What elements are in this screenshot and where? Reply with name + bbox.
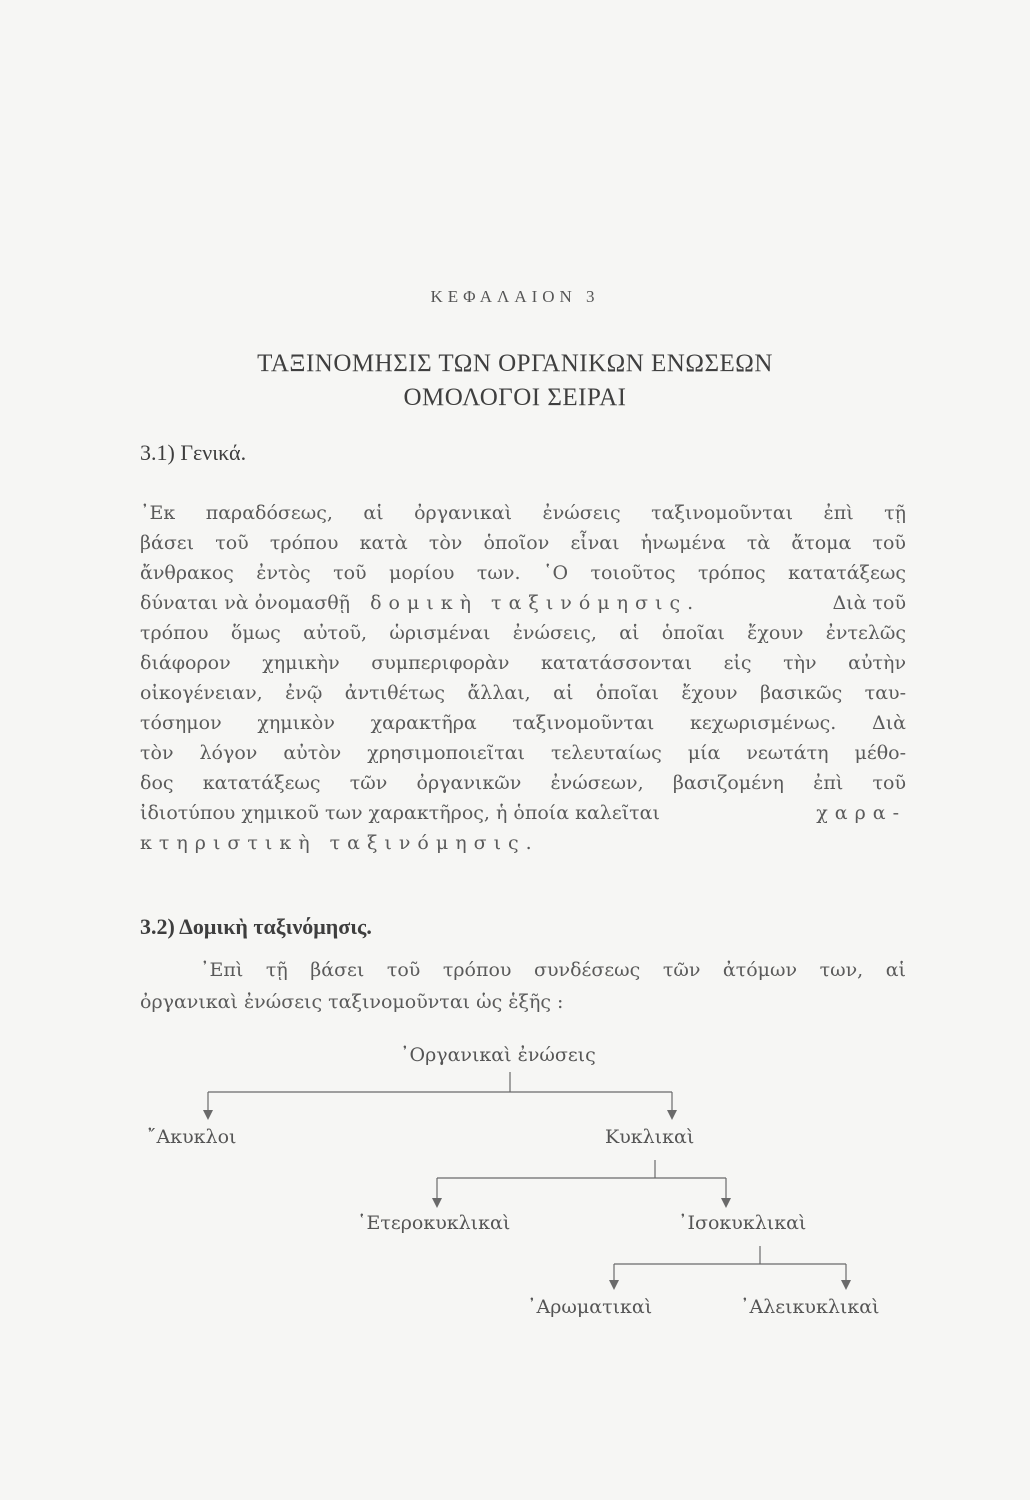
text-line: βάσει τοῦ τρόπου κατὰ τὸν ὁποῖον εἶναι ἡνωμένα τὰ ἄτομα τοῦ [140,532,906,554]
text-line: τρόπου ὅμως αὐτοῦ, ὡρισμέναι ἐνώσεις, αἱ ὁποῖαι ἔχουν ἐντελῶς [140,622,906,644]
section-heading-structural: 3.2) Δομικὴ ταξινόμησις. [140,914,372,939]
text-line: δος κατατάξεως τῶν ὀργανικῶν ἐνώσεων, βασιζομένη ἐπὶ τοῦ [140,772,906,794]
arrow-down-icon [432,1198,442,1208]
text-line: ᾿Εκ παραδόσεως, αἱ ὀργανικαὶ ἐνώσεις ταξινομοῦνται ἐπὶ τῇ [140,502,906,524]
text-line: διάφορον χημικὴν συμπεριφορὰν κατατάσσονται εἰς τὴν αὐτὴν [140,652,906,674]
chapter-title-line-2: ΟΜΟΛΟΓΟΙ ΣΕΙΡΑΙ [403,384,627,411]
chapter-label: ΚΕΦΑΛΑΙΟΝ 3 [430,287,600,306]
section-heading-general: 3.1) Γενικά. [140,440,247,465]
tree-node-cyclic: Κυκλικαὶ [605,1126,695,1148]
tree-node-aromatic: ᾿Αρωματικαὶ [527,1296,653,1318]
text-span: ἰδιοτύπου χημικοῦ των χαρακτῆρος, ἡ ὁποία καλεῖται [140,802,660,824]
text-line: ἄνθρακος ἐντὸς τοῦ μορίου των. ῾Ο τοιοῦτος τρόπος κατατάξεως [140,562,906,584]
text-line: ὀργανικαὶ ἐνώσεις ταξινομοῦνται ὡς ἑξῆς : [140,991,564,1013]
arrow-down-icon [841,1280,851,1290]
tree-node-root: ᾿Οργανικαὶ ἐνώσεις [400,1044,596,1066]
tree-node-acyclic: ῎Ακυκλοι [147,1126,237,1148]
arrow-down-icon [609,1280,619,1290]
tree-node-alicyclic: ᾿Αλεικυκλικαὶ [740,1296,880,1318]
tree-node-isocyclic: ᾿Ισοκυκλικαὶ [678,1212,807,1234]
arrow-down-icon [667,1110,677,1120]
text-line: τόσημον χημικὸν χαρακτῆρα ταξινομοῦνται κεχωρισμένως. Διὰ [140,712,906,734]
spaced-emphasis-term: δομικὴ ταξινόμησις. [370,592,701,614]
chapter-title-line-1: ΤΑΞΙΝΟΜΗΣΙΣ ΤΩΝ ΟΡΓΑΝΙΚΩΝ ΕΝΩΣΕΩΝ [257,350,773,377]
spaced-emphasis-term: χαρα- [816,802,906,824]
spaced-emphasis-term: κτηριστικὴ ταξινόμησις. [140,832,539,854]
text-line: οἰκογένειαν, ἐνῷ ἀντιθέτως ἄλλαι, αἱ ὁποῖαι ἔχουν βασικῶς ταυ- [140,682,906,704]
tree-node-heterocyclic: ῾Ετεροκυκλικαὶ [357,1212,511,1234]
arrow-down-icon [203,1110,213,1120]
arrow-down-icon [721,1198,731,1208]
text-span: δύναται νὰ ὀνομασθῇ [140,592,351,614]
text-span: Διὰ τοῦ [832,592,906,614]
text-line: τὸν λόγον αὐτὸν χρησιμοποιεῖται τελευταίως μία νεωτάτη μέθο- [140,742,906,764]
text-span: ᾿Επὶ τῇ βάσει τοῦ τρόπου συνδέσεως τῶν ἀτόμων των, αἱ [200,959,906,981]
